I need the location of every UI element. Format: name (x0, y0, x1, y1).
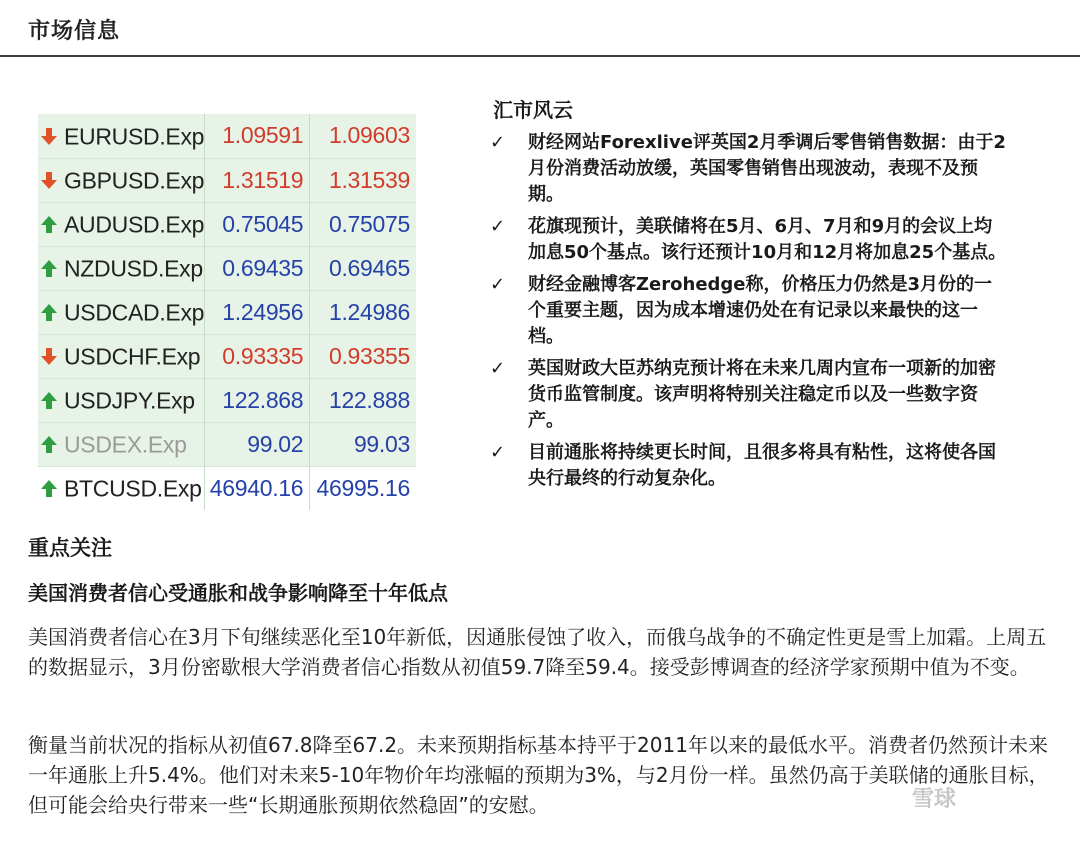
quote-bid: 0.93335 (205, 334, 310, 378)
quote-symbol: EURUSD.Exp (64, 122, 205, 149)
quote-symbol: NZDUSD.Exp (64, 255, 203, 282)
quote-symbol-cell (38, 202, 205, 246)
quote-symbol-cell (38, 290, 205, 334)
arrow-down-icon (40, 347, 58, 366)
quote-symbol: USDCHF.Exp (64, 343, 201, 370)
check-icon: ✓ (490, 132, 506, 153)
quote-bid: 46940.16 (205, 466, 310, 510)
arrow-up-icon (40, 479, 58, 498)
quote-symbol: AUDUSD.Exp (64, 211, 205, 238)
quote-bid: 1.09591 (205, 114, 310, 158)
quote-row[interactable] (38, 378, 416, 422)
news-item: ✓ 英国财政大臣苏纳克预计将在未来几周内宣布一项新的加密货币监管制度。该声明将特别关注稳定币以及一些数字资产。 (490, 358, 996, 431)
quote-symbol: BTCUSD.Exp (64, 475, 202, 502)
quote-row[interactable] (38, 422, 416, 466)
news-list (488, 130, 1008, 498)
quote-ask: 0.93355 (310, 334, 416, 378)
quote-symbol-cell (38, 422, 205, 466)
quote-symbol-cell (38, 246, 205, 290)
quote-row[interactable] (38, 290, 416, 334)
quote-row[interactable] (38, 202, 416, 246)
quote-symbol: USDJPY.Exp (64, 387, 195, 414)
quote-ask: 46995.16 (310, 466, 416, 510)
arrow-down-icon (40, 171, 58, 190)
news-item: ✓ 财经金融博客Zerohedge称，价格压力仍然是3月份的一个重要主题，因为成本增速仍处在有记录以来最快的这一档。 (490, 274, 993, 347)
quote-ask: 1.24986 (310, 290, 416, 334)
quote-row[interactable] (38, 334, 416, 378)
quote-ask: 122.888 (310, 378, 416, 422)
quote-bid: 1.31519 (205, 158, 310, 202)
page-header (0, 0, 1080, 57)
quote-row[interactable] (38, 114, 416, 158)
quote-row[interactable] (38, 158, 416, 202)
quote-bid: 122.868 (205, 378, 310, 422)
paragraph-2: 衡量当前状况的指标从初值67.8降至67.2。未来预期指标基本持平于2011年以来的最低水平。消费者仍然预计未来一年通胀上升5.4%。他们对未来5-10年物价年均涨幅的预期为3%，与2月份一样。虽然仍高于美联储的通胀目标，但可能会给央行带来一些“长期通胀预期依然稳固”的安慰。 (28, 733, 1049, 817)
quote-bid: 1.24956 (205, 290, 310, 334)
quote-symbol: GBPUSD.Exp (64, 167, 205, 194)
quote-symbol-cell (38, 114, 205, 158)
arrow-up-icon (40, 391, 58, 410)
quote-bid: 0.75045 (205, 202, 310, 246)
quote-bid: 99.02 (205, 422, 310, 466)
quote-row[interactable] (38, 246, 416, 290)
quote-bid: 0.69435 (205, 246, 310, 290)
arrow-down-icon (40, 127, 58, 146)
check-icon: ✓ (490, 358, 506, 379)
news-item: ✓ 花旗现预计，美联储将在5月、6月、7月和9月的会议上均加息50个基点。该行还预计10月和12月将加息25个基点。 (490, 216, 1007, 263)
check-icon: ✓ (490, 274, 506, 295)
arrow-up-icon (40, 435, 58, 454)
quote-symbol-cell (38, 378, 205, 422)
quote-symbol-cell (38, 158, 205, 202)
watermark: 雪球 (912, 787, 957, 812)
arrow-up-icon (40, 303, 58, 322)
quote-symbol-cell (38, 334, 205, 378)
quote-table (38, 114, 416, 510)
news-item: ✓ 财经网站Forexlive评英国2月季调后零售销售数据：由于2月份消费活动放缓，英国零售销售出现波动，表现不及预期。 (490, 132, 1006, 205)
page-title: 市场信息 (28, 19, 121, 44)
quote-ask: 1.31539 (310, 158, 416, 202)
quote-ask: 0.69465 (310, 246, 416, 290)
quote-row[interactable] (38, 466, 416, 510)
quote-symbol: USDEX.Exp (64, 431, 187, 458)
check-icon: ✓ (490, 216, 506, 237)
news-title: 汇市风云 (493, 98, 573, 122)
news-item: ✓ 目前通胀将持续更长时间，且很多将具有粘性，这将使各国央行最终的行动复杂化。 (490, 442, 996, 489)
focus-title: 重点关注 (28, 536, 112, 560)
arrow-up-icon (40, 259, 58, 278)
arrow-up-icon (40, 215, 58, 234)
quote-symbol: USDCAD.Exp (64, 299, 205, 326)
headline: 美国消费者信心受通胀和战争影响降至十年低点 (28, 581, 448, 605)
quote-ask: 99.03 (310, 422, 416, 466)
quote-ask: 0.75075 (310, 202, 416, 246)
paragraph-1: 美国消费者信心在3月下旬继续恶化至10年新低，因通胀侵蚀了收入，而俄乌战争的不确定性更是雪上加霜。上周五的数据显示，3月份密歇根大学消费者信心指数从初值59.7降至59.4。接受彭博调查的经济学家预期中值为不变。 (28, 625, 1047, 679)
check-icon: ✓ (490, 442, 506, 463)
quote-symbol-cell (38, 466, 205, 510)
quote-ask: 1.09603 (310, 114, 416, 158)
